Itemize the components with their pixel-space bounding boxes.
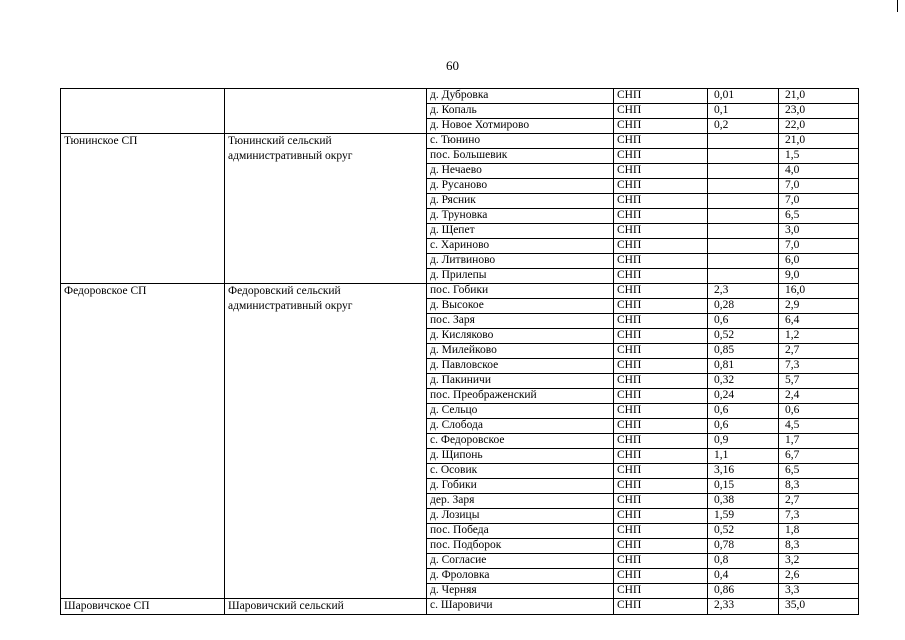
locality-cell: с. Осовик [427,464,614,479]
distance-cell: 2,6 [779,569,859,584]
settlement-cell: Шаровичское СП [61,599,225,615]
distance-cell: 7,3 [779,359,859,374]
distance-cell: 22,0 [779,119,859,134]
area-cell: 0,9 [708,434,779,449]
distance-cell: 7,0 [779,179,859,194]
area-cell: 0,52 [708,329,779,344]
locality-cell: пос. Большевик [427,149,614,164]
district-cell: Шаровичский сельский [225,599,427,615]
distance-cell: 8,3 [779,539,859,554]
distance-cell: 35,0 [779,599,859,615]
settlement-cell: Тюнинское СП [61,134,225,284]
type-cell: СНП [614,374,708,389]
locality-cell: д. Пакиничи [427,374,614,389]
district-cell: Федоровский сельский административный округ [225,284,427,599]
distance-cell: 6,0 [779,254,859,269]
type-cell: СНП [614,254,708,269]
locality-cell: с. Федоровское [427,434,614,449]
locality-cell: д. Новое Хотмирово [427,119,614,134]
area-cell [708,134,779,149]
locality-cell: пос. Заря [427,314,614,329]
area-cell: 0,24 [708,389,779,404]
settlement-cell: Федоровское СП [61,284,225,599]
locality-cell: с. Шаровичи [427,599,614,615]
type-cell: СНП [614,119,708,134]
type-cell: СНП [614,194,708,209]
distance-cell: 6,4 [779,314,859,329]
area-cell [708,149,779,164]
area-cell [708,254,779,269]
locality-cell: д. Труновка [427,209,614,224]
distance-cell: 6,7 [779,449,859,464]
area-cell: 0,1 [708,104,779,119]
page-edge-mark [897,0,898,12]
locality-cell: с. Тюнино [427,134,614,149]
distance-cell: 5,7 [779,374,859,389]
type-cell: СНП [614,344,708,359]
table-row [61,89,859,104]
type-cell: СНП [614,509,708,524]
area-cell: 0,6 [708,314,779,329]
distance-cell: 16,0 [779,284,859,299]
area-cell: 2,3 [708,284,779,299]
distance-cell: 3,2 [779,554,859,569]
locality-cell: д. Фроловка [427,569,614,584]
locality-cell: д. Сельцо [427,404,614,419]
locality-cell: д. Слобода [427,419,614,434]
type-cell: СНП [614,554,708,569]
type-cell: СНП [614,89,708,104]
locality-cell: пос. Гобики [427,284,614,299]
distance-cell: 6,5 [779,464,859,479]
type-cell: СНП [614,224,708,239]
type-cell: СНП [614,494,708,509]
locality-cell: д. Русаново [427,179,614,194]
type-cell: СНП [614,389,708,404]
type-cell: СНП [614,539,708,554]
distance-cell: 4,0 [779,164,859,179]
area-cell: 0,85 [708,344,779,359]
area-cell [708,269,779,284]
distance-cell: 7,3 [779,509,859,524]
page-number: 60 [446,58,459,73]
type-cell: СНП [614,239,708,254]
distance-cell: 1,7 [779,434,859,449]
area-cell [708,179,779,194]
type-cell: СНП [614,314,708,329]
area-cell: 0,81 [708,359,779,374]
distance-cell: 4,5 [779,419,859,434]
distance-cell: 1,5 [779,149,859,164]
type-cell: СНП [614,524,708,539]
settlements-table [60,88,859,615]
table-row [61,284,859,299]
locality-cell: д. Гобики [427,479,614,494]
distance-cell: 2,9 [779,299,859,314]
type-cell: СНП [614,269,708,284]
locality-cell: д. Щепет [427,224,614,239]
area-cell: 0,15 [708,479,779,494]
type-cell: СНП [614,164,708,179]
area-cell [708,209,779,224]
area-cell: 0,2 [708,119,779,134]
area-cell [708,194,779,209]
settlement-cell [61,89,225,134]
type-cell: СНП [614,209,708,224]
area-cell: 0,6 [708,419,779,434]
distance-cell: 21,0 [779,134,859,149]
distance-cell: 6,5 [779,209,859,224]
area-cell: 0,38 [708,494,779,509]
area-cell: 0,78 [708,539,779,554]
type-cell: СНП [614,479,708,494]
locality-cell: д. Лозицы [427,509,614,524]
type-cell: СНП [614,464,708,479]
distance-cell: 9,0 [779,269,859,284]
area-cell: 0,01 [708,89,779,104]
distance-cell: 2,4 [779,389,859,404]
locality-cell: д. Милейково [427,344,614,359]
locality-cell: дер. Заря [427,494,614,509]
locality-cell: д. Высокое [427,299,614,314]
type-cell: СНП [614,419,708,434]
distance-cell: 1,8 [779,524,859,539]
locality-cell: д. Прилепы [427,269,614,284]
distance-cell: 7,0 [779,194,859,209]
locality-cell: д. Копаль [427,104,614,119]
table-row [61,599,859,615]
type-cell: СНП [614,404,708,419]
distance-cell: 1,2 [779,329,859,344]
area-cell: 1,1 [708,449,779,464]
locality-cell: пос. Победа [427,524,614,539]
locality-cell: д. Кисляково [427,329,614,344]
distance-cell: 23,0 [779,104,859,119]
district-cell [225,89,427,134]
type-cell: СНП [614,134,708,149]
locality-cell: д. Щипонь [427,449,614,464]
area-cell [708,239,779,254]
locality-cell: с. Хариново [427,239,614,254]
area-cell: 2,33 [708,599,779,615]
type-cell: СНП [614,299,708,314]
type-cell: СНП [614,599,708,615]
type-cell: СНП [614,434,708,449]
distance-cell: 0,6 [779,404,859,419]
locality-cell: пос. Преображенский [427,389,614,404]
locality-cell: д. Дубровка [427,89,614,104]
area-cell: 0,52 [708,524,779,539]
type-cell: СНП [614,359,708,374]
distance-cell: 7,0 [779,239,859,254]
type-cell: СНП [614,584,708,599]
distance-cell: 3,3 [779,584,859,599]
area-cell: 1,59 [708,509,779,524]
area-cell: 0,28 [708,299,779,314]
area-cell: 0,6 [708,404,779,419]
district-cell: Тюнинский сельский административный округ [225,134,427,284]
table-row [61,134,859,149]
type-cell: СНП [614,284,708,299]
area-cell: 3,16 [708,464,779,479]
distance-cell: 2,7 [779,494,859,509]
area-cell: 0,4 [708,569,779,584]
type-cell: СНП [614,179,708,194]
locality-cell: д. Литвиново [427,254,614,269]
locality-cell: д. Согласие [427,554,614,569]
area-cell: 0,8 [708,554,779,569]
type-cell: СНП [614,449,708,464]
distance-cell: 8,3 [779,479,859,494]
distance-cell: 2,7 [779,344,859,359]
locality-cell: д. Черняя [427,584,614,599]
area-cell [708,224,779,239]
type-cell: СНП [614,329,708,344]
type-cell: СНП [614,149,708,164]
area-cell: 0,32 [708,374,779,389]
distance-cell: 3,0 [779,224,859,239]
type-cell: СНП [614,569,708,584]
locality-cell: д. Нечаево [427,164,614,179]
locality-cell: пос. Подборок [427,539,614,554]
area-cell [708,164,779,179]
type-cell: СНП [614,104,708,119]
distance-cell: 21,0 [779,89,859,104]
area-cell: 0,86 [708,584,779,599]
locality-cell: д. Павловское [427,359,614,374]
locality-cell: д. Рясник [427,194,614,209]
